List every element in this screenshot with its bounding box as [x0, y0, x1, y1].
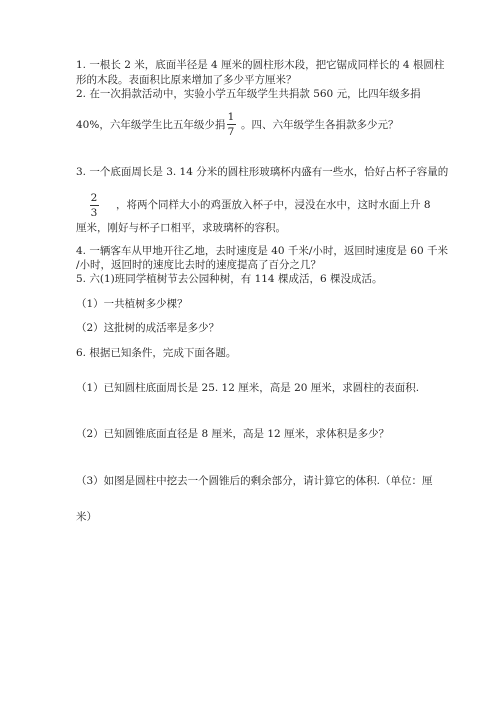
q4-line2: /小时，返回时的速度比去时的速度提高了百分之几？ [76, 259, 322, 271]
q3-fraction [87, 192, 101, 219]
q5-line1: 5. 六(1)班同学植树节去公园种树，有 114 棵成活，6 棵没成活。 [76, 273, 383, 285]
q4-line1: 4. 一辆客车从甲地开往乙地，去时速度是 40 千米/小时，返回时速度是 60 千米 [76, 245, 448, 257]
q6-sub3-line1: （3）如图是圆柱中挖去一个圆锥后的剩余部分，请计算它的体积.（单位：厘 [76, 475, 433, 487]
q6-sub3-line2: 米） [76, 511, 97, 523]
q6-line1: 6. 根据已知条件，完成下面各题。 [76, 347, 237, 359]
q6-sub1: （1）已知圆柱底面周长是 25. 12 厘米，高是 20 厘米，求圆柱的表面积. [76, 382, 420, 394]
q1-line2: 形的木段。表面积比原来增加了多少平方厘米？ [76, 74, 297, 86]
q3-fraction-denominator: 3 [90, 207, 98, 219]
q1-line1: 1. 一根长 2 米，底面半径是 4 厘米的圆柱形木段，把它锯成同样长的 4 根圆柱 [76, 59, 445, 71]
q3-line1: 3. 一个底面周长是 3. 14 分米的圆柱形玻璃杯内盛有一些水，恰好占杯子容量的 [76, 166, 449, 178]
q2-fraction-bar [227, 124, 236, 125]
q5-sub2: （2）这批树的成活率是多少？ [76, 322, 220, 334]
q2-line1: 2. 在一次捐款活动中，实验小学五年级学生共捐款 560 元，比四年级多捐 [76, 88, 421, 100]
q2-line2-after: 。四、六年级学生各捐款多少元？ [241, 119, 399, 131]
q2-fraction [224, 111, 238, 138]
q2-fraction-denominator: 7 [227, 126, 235, 138]
q2-fraction-numerator: 1 [227, 111, 235, 123]
q3-line2: ，将两个同样大小的鸡蛋放入杯子中，浸没在水中，这时水面上升 8 [116, 199, 431, 211]
q5-sub1: （1）一共植树多少棵？ [76, 298, 188, 310]
q2-line2-before: 40%，六年级学生比五年级少捐 [76, 119, 226, 131]
q3-fraction-numerator: 2 [90, 192, 98, 204]
q3-line3: 厘米，刚好与杯子口相平，求玻璃杯的容积。 [76, 222, 286, 234]
q6-sub2: （2）已知圆锥底面直径是 8 厘米，高是 12 厘米，求体积是多少？ [76, 428, 390, 440]
q3-fraction-bar [90, 205, 99, 206]
